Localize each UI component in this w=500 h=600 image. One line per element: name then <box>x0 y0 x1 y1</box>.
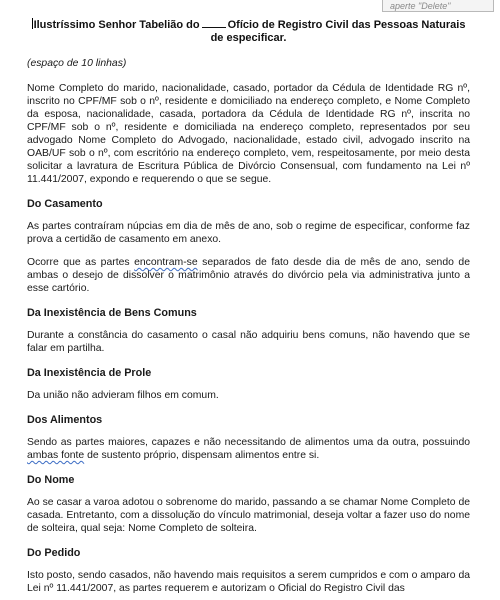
title-blank-field[interactable] <box>202 18 226 28</box>
heading-casamento: Do Casamento <box>27 198 103 210</box>
spellcheck-flag[interactable]: encontram-se <box>134 257 198 268</box>
spacing-note: (espaço de 10 linhas) <box>27 58 127 69</box>
document-title <box>27 18 470 45</box>
intro-paragraph: Nome Completo do marido, nacionalidade, casado, portador da Cédula de Identidade RG nº, inscrito no CPF/MF sob o nº, residente e domiciliado na endereço completo, e Nome Completo da esposa, nacionalidade, casada, portadora da Cédula de Identidade RG nº, inscrita no CPF/MF sob o nº, residente e domiciliada na endereço completo, representados por seu advogado Nome Completo do Advogado, nacionalidade, estado civil, advogado inscrito na OAB/UF sob o nº, com escritório na endereço completo, vem, respeitosamente, por meio desta solicitar a lavratura de Escritura Pública de Divórcio Consensual, com fundamento na Lei nº 11.441/2007, expondo e requerendo o que se segue. <box>27 83 470 185</box>
title-part-2: Ofício de Registro Civil das Pessoas Naturais <box>227 19 466 31</box>
heading-prole: Da Inexistência de Prole <box>27 367 152 379</box>
title-part-1: Ilustríssimo Senhor Tabelião do <box>33 19 200 31</box>
document-body[interactable] <box>27 18 470 595</box>
delete-hint-tooltip: aperte "Delete" <box>382 0 494 12</box>
heading-nome: Do Nome <box>27 474 75 486</box>
nome-paragraph: Ao se casar a varoa adotou o sobrenome do marido, passando a se chamar Nome Completo de casada. Entretanto, com a dissolução do vínculo matrimonial, deseja voltar a fazer uso do nome de solteira, qual seja: Nome Completo de solteira. <box>27 497 471 534</box>
grammar-flag[interactable]: ambas fonte <box>27 450 85 461</box>
casamento-paragraph-1: As partes contraíram núpcias em dia de mês de ano, sob o regime de especificar, conforme faz prova a certidão de casamento em anexo. <box>27 221 470 245</box>
heading-alimentos: Dos Alimentos <box>27 414 103 426</box>
prole-paragraph: Da união não advieram filhos em comum. <box>27 390 219 401</box>
text-cursor <box>32 18 33 29</box>
heading-pedido: Do Pedido <box>27 547 81 559</box>
bens-paragraph: Durante a constância do casamento o casal não adquiriu bens comuns, não havendo que se falar em partilha. <box>27 330 470 354</box>
alimentos-paragraph: Sendo as partes maiores, capazes e não necessitando de alimentos uma da outra, possuindo ambas fonte de sustento próprio, dispensam alimentos entre si. <box>27 437 470 461</box>
title-line-2: de especificar. <box>210 32 287 44</box>
casamento-paragraph-2: Ocorre que as partes encontram-se separados de fato desde dia de mês de ano, sendo de ambas o desejo de dissolver o matrimônio através do divórcio pela via administrativa junto a esse cartório. <box>27 257 470 294</box>
heading-bens: Da Inexistência de Bens Comuns <box>27 307 197 319</box>
pedido-paragraph: Isto posto, sendo casados, não havendo mais requisitos a serem cumpridos e com o amparo da Lei nº 11.441/2007, as partes requerem e autorizam o Oficial do Registro Civil das <box>27 570 470 594</box>
